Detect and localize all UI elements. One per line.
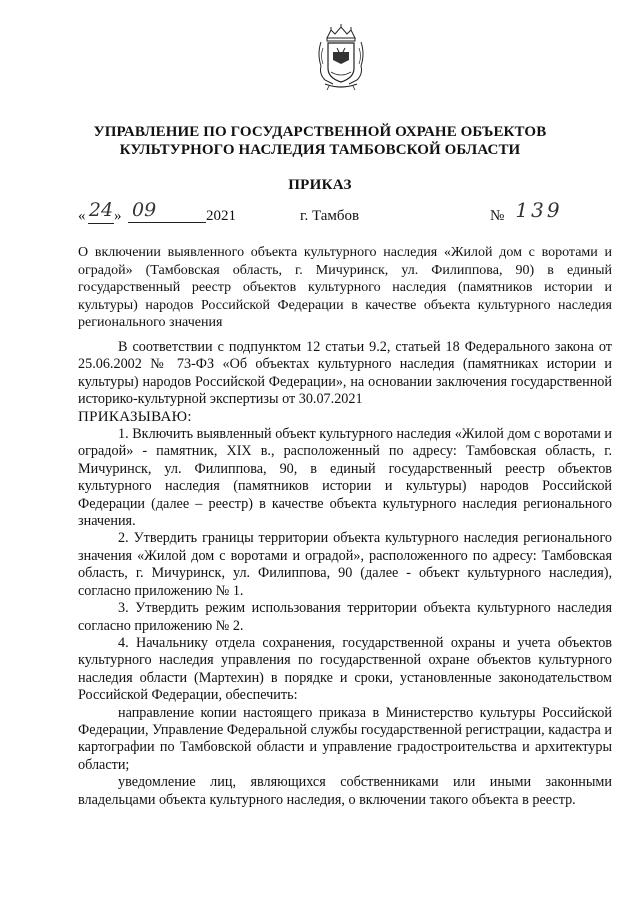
order-body (78, 339, 612, 809)
organization-line-2: КУЛЬТУРНОГО НАСЛЕДИЯ ТАМБОВСКОЙ ОБЛАСТИ (119, 142, 521, 158)
order-word: ПРИКАЗЫВАЮ: (78, 408, 192, 425)
handwritten-order-number: 139 (515, 198, 563, 222)
day-underline (88, 223, 114, 224)
order-item-2: 2. Утвердить границы территории объекта культурного наследия регионального значения «Жилой дом с воротами и оградой», расположенного по адресу: Тамбовская область, г. Мичуринск, ул. Филиппова, 90 (далее - объект культурного наследия), согласно приложению № 1. (78, 530, 612, 599)
handwritten-day: 24 (88, 199, 114, 221)
order-subject: О включении выявленного объекта культурного наследия «Жилой дом с воротами и оградой» (Тамбовская область, г. Мичуринск, ул. Филиппова, 90) в единый государственный реестр объектов культурного наследия (памятников истории и культуры) народов Российской Федерации в качестве объекта культурного наследия регионального значения (78, 245, 612, 331)
order-item-4: 4. Начальнику отдела сохранения, государственной охраны и учета объектов культурного наследия управления по государственной охране объектов культурного наследия области (Мартехин) в порядке и сроки, установленные законодательством Российской Федерации, обеспечить: (78, 634, 612, 704)
city-name: г. Тамбов (300, 208, 360, 224)
order-item-1: 1. Включить выявленный объект культурного наследия «Жилой дом с воротами и оградой» - памятник, XIX в., расположенный по адресу: Тамбовская область, г. Мичуринск, ул. Филиппова, 90, в единый государственный реестр объектов культурного наследия (памятников истории и культуры) народов Российской Федерации (далее – реестр) в качестве объекта культурного наследия регионального значения. (78, 426, 612, 530)
date-number-line (78, 198, 590, 226)
order-subitem-1: направление копии настоящего приказа в Министерство культуры Российской Федерации, Управление Федеральной службы государственной регистрации, кадастра и картографии по Тамбовской области и управление градостроительства и архитектуры области; (78, 704, 612, 773)
open-quote: « (78, 208, 86, 224)
order-subitem-2: уведомление лиц, являющихся собственниками или иными законными владельцами объекта культурного наследия, о включении такого объекта в реестр. (78, 774, 612, 808)
preamble-paragraph: В соответствии с подпунктом 12 статьи 9.2, статьей 18 Федерального закона от 25.06.2002 № 73-ФЗ «Об объектах культурного наследия (памятниках истории и культуры) народов Российской Федерации», на основании заключения государственной историко-культурной экспертизы от 30.07.2021 (78, 339, 612, 408)
organization-line-1: УПРАВЛЕНИЕ ПО ГОСУДАРСТВЕННОЙ ОХРАНЕ ОБЪЕКТОВ (93, 124, 547, 140)
order-item-3: 3. Утвердить режим использования территории объекта культурного наследия согласно приложению № 2. (78, 600, 612, 634)
document-type-title: ПРИКАЗ (288, 177, 352, 193)
handwritten-month: 09 (128, 199, 206, 223)
number-sign: № (490, 208, 505, 224)
coat-of-arms-icon (313, 24, 369, 92)
close-quote: » (114, 208, 122, 224)
organization-name (80, 123, 560, 159)
date-year: 2021 (206, 208, 236, 224)
